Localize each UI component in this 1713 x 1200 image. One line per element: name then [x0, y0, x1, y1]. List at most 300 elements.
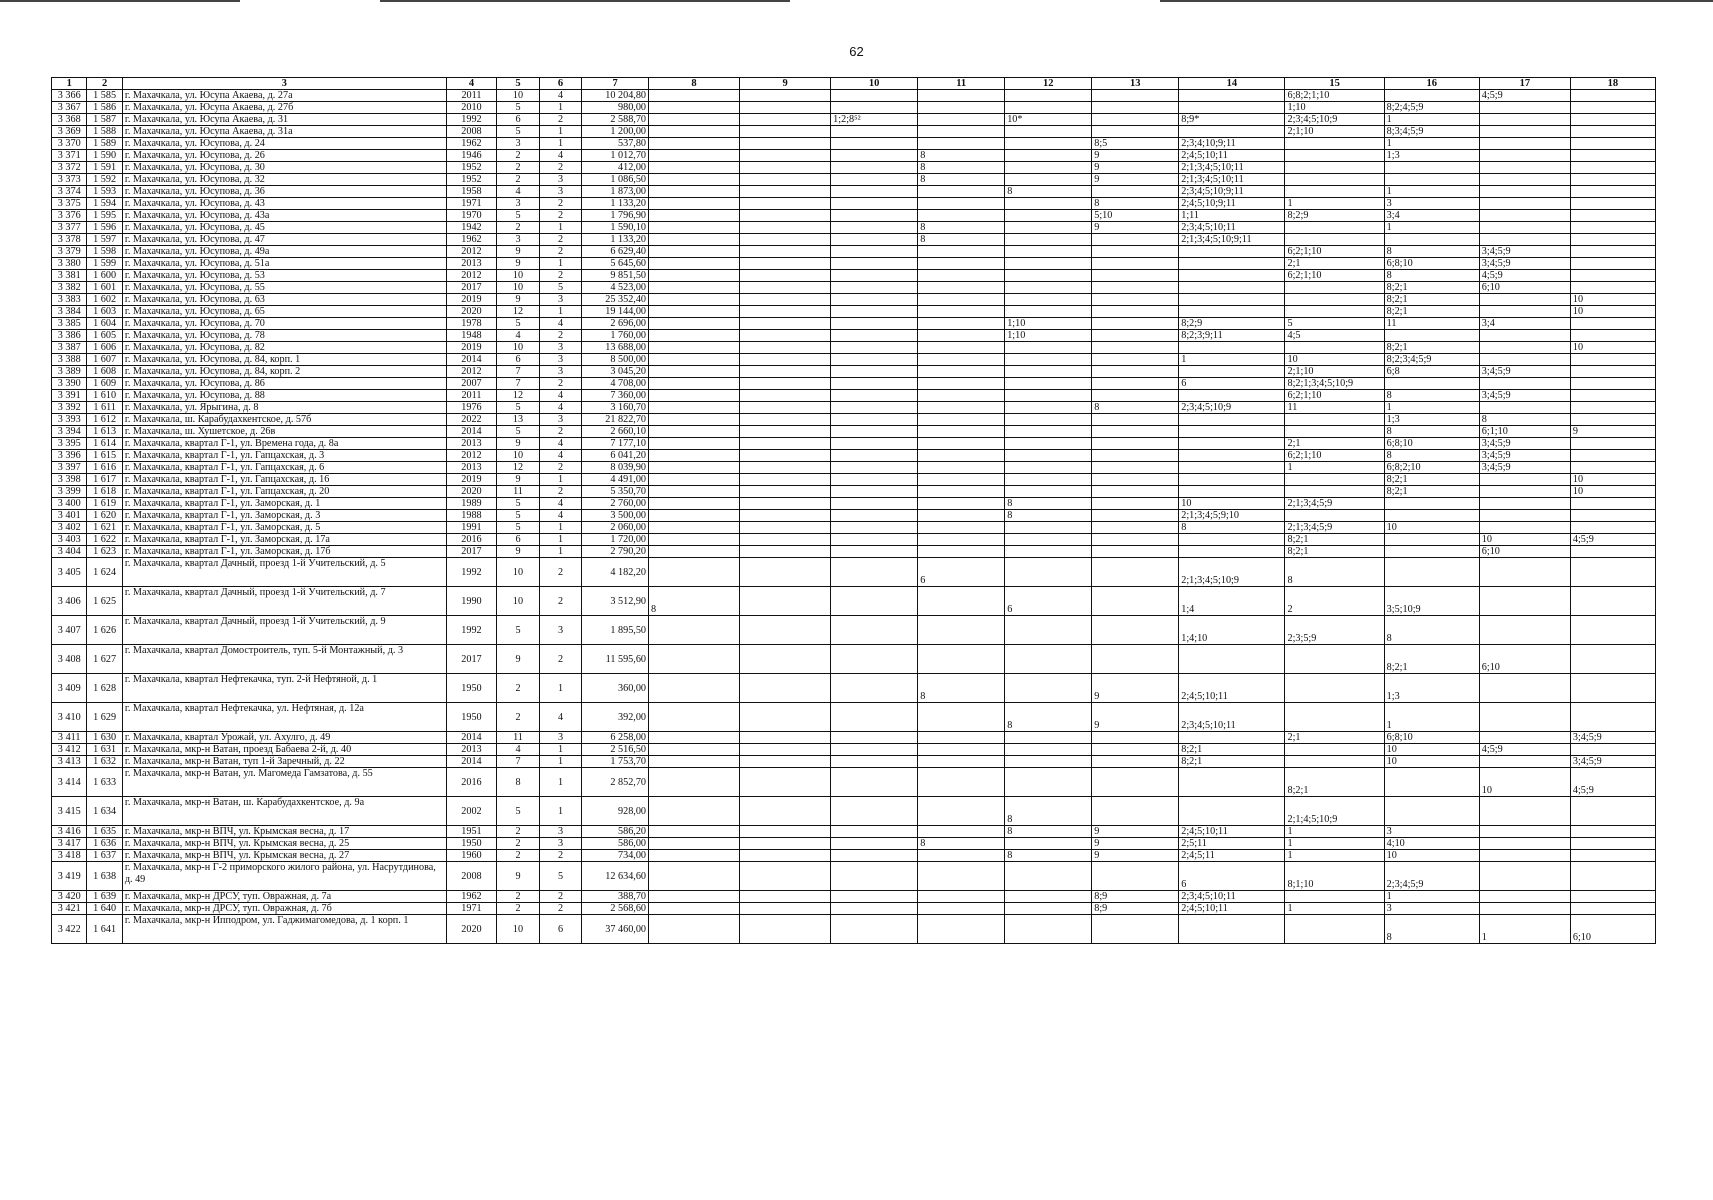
cell-col-16: [1384, 90, 1479, 102]
cell-col-2: 1 599: [87, 258, 122, 270]
cell-col-18: [1570, 186, 1655, 198]
cell-col-15: [1285, 294, 1384, 306]
table-row: [52, 378, 1656, 390]
cell-col-4: 1958: [446, 186, 497, 198]
cell-col-5: 11: [497, 486, 540, 498]
table-row: [52, 645, 1656, 674]
cell-col-8: [649, 414, 740, 426]
cell-col-11: 8: [918, 838, 1005, 850]
cell-col-11: [918, 210, 1005, 222]
cell-col-14: 2;4;5;10;11: [1179, 903, 1285, 915]
cell-col-4: 1951: [446, 826, 497, 838]
cell-col-2: 1 587: [87, 114, 122, 126]
cell-col-6: 4: [539, 703, 582, 732]
cell-col-17: [1479, 114, 1570, 126]
cell-col-14: [1179, 414, 1285, 426]
address-cell: г. Махачкала, ш. Карабудахкентское, д. 57б: [122, 414, 446, 426]
cell-col-6: 2: [539, 486, 582, 498]
cell-col-1: 3 387: [52, 342, 87, 354]
housing-register-table: [51, 77, 1656, 944]
cell-col-18: 10: [1570, 474, 1655, 486]
cell-col-17: [1479, 378, 1570, 390]
cell-col-13: [1092, 102, 1179, 114]
cell-col-2: 1 613: [87, 426, 122, 438]
cell-col-17: [1479, 186, 1570, 198]
cell-col-16: 8;2;3;4;5;9: [1384, 354, 1479, 366]
cell-col-14: 2;3;4;5;10;11: [1179, 703, 1285, 732]
column-header-11: 11: [918, 78, 1005, 90]
cell-col-1: 3 381: [52, 270, 87, 282]
cell-col-9: [740, 486, 831, 498]
cell-col-2: 1 589: [87, 138, 122, 150]
cell-col-5: 3: [497, 234, 540, 246]
cell-col-5: 10: [497, 915, 540, 944]
cell-col-4: 2013: [446, 438, 497, 450]
cell-col-7: 21 822,70: [582, 414, 649, 426]
cell-col-15: [1285, 486, 1384, 498]
cell-col-11: [918, 732, 1005, 744]
cell-col-12: [1005, 756, 1092, 768]
cell-col-16: 1: [1384, 222, 1479, 234]
cell-col-15: 8: [1285, 558, 1384, 587]
cell-col-13: [1092, 258, 1179, 270]
address-cell: г. Махачкала, квартал Г-1, ул. Гапцахская, д. 16: [122, 474, 446, 486]
cell-col-6: 3: [539, 414, 582, 426]
cell-col-4: 1978: [446, 318, 497, 330]
cell-col-7: 2 696,00: [582, 318, 649, 330]
cell-col-6: 2: [539, 903, 582, 915]
cell-col-13: 8: [1092, 198, 1179, 210]
address-cell: г. Махачкала, квартал Дачный, проезд 1-й Учительский, д. 5: [122, 558, 446, 587]
cell-col-13: [1092, 246, 1179, 258]
cell-col-2: 1 606: [87, 342, 122, 354]
cell-col-2: 1 636: [87, 838, 122, 850]
cell-col-12: [1005, 891, 1092, 903]
cell-col-5: 2: [497, 903, 540, 915]
cell-col-17: [1479, 294, 1570, 306]
cell-col-4: 2012: [446, 366, 497, 378]
scan-edge-mark: [1160, 0, 1713, 2]
cell-col-12: [1005, 222, 1092, 234]
cell-col-6: 2: [539, 462, 582, 474]
cell-col-15: 2;1: [1285, 258, 1384, 270]
cell-col-2: 1 616: [87, 462, 122, 474]
cell-col-9: [740, 402, 831, 414]
cell-col-7: 1 133,20: [582, 198, 649, 210]
cell-col-5: 9: [497, 246, 540, 258]
cell-col-2: 1 608: [87, 366, 122, 378]
cell-col-8: [649, 378, 740, 390]
cell-col-17: [1479, 616, 1570, 645]
cell-col-9: [740, 474, 831, 486]
cell-col-7: 4 708,00: [582, 378, 649, 390]
cell-col-5: 5: [497, 797, 540, 826]
cell-col-11: [918, 768, 1005, 797]
address-cell: г. Махачкала, ул. Юсупова, д. 51а: [122, 258, 446, 270]
cell-col-15: 10: [1285, 354, 1384, 366]
cell-col-6: 4: [539, 450, 582, 462]
cell-col-9: [740, 826, 831, 838]
address-cell: г. Махачкала, ул. Юсупова, д. 36: [122, 186, 446, 198]
cell-col-16: 6;8;10: [1384, 732, 1479, 744]
cell-col-16: 6;8;10: [1384, 438, 1479, 450]
cell-col-10: [831, 915, 918, 944]
cell-col-2: 1 600: [87, 270, 122, 282]
cell-col-15: 8;2;9: [1285, 210, 1384, 222]
cell-col-10: [831, 354, 918, 366]
table-row: [52, 114, 1656, 126]
cell-col-14: [1179, 462, 1285, 474]
cell-col-7: 412,00: [582, 162, 649, 174]
cell-col-17: 6;1;10: [1479, 426, 1570, 438]
address-cell: г. Махачкала, ул. Юсупова, д. 84, корп. 1: [122, 354, 446, 366]
cell-col-7: 3 512,90: [582, 587, 649, 616]
cell-col-18: [1570, 450, 1655, 462]
cell-col-16: 8;2;1: [1384, 486, 1479, 498]
cell-col-5: 9: [497, 438, 540, 450]
cell-col-16: [1384, 174, 1479, 186]
cell-col-5: 2: [497, 150, 540, 162]
cell-col-1: 3 395: [52, 438, 87, 450]
cell-col-8: [649, 234, 740, 246]
cell-col-16: [1384, 330, 1479, 342]
table-row: [52, 703, 1656, 732]
cell-col-5: 6: [497, 354, 540, 366]
address-cell: г. Махачкала, мкр-н ВПЧ, ул. Крымская весна, д. 27: [122, 850, 446, 862]
cell-col-4: 2017: [446, 645, 497, 674]
cell-col-18: [1570, 510, 1655, 522]
cell-col-11: [918, 114, 1005, 126]
cell-col-17: [1479, 126, 1570, 138]
cell-col-12: [1005, 474, 1092, 486]
cell-col-18: [1570, 674, 1655, 703]
cell-col-4: 2011: [446, 390, 497, 402]
cell-col-13: 8;9: [1092, 903, 1179, 915]
cell-col-18: [1570, 402, 1655, 414]
cell-col-11: [918, 703, 1005, 732]
cell-col-7: 5 350,70: [582, 486, 649, 498]
cell-col-4: 1942: [446, 222, 497, 234]
cell-col-16: 2;3;4;5;9: [1384, 862, 1479, 891]
cell-col-13: 9: [1092, 838, 1179, 850]
cell-col-16: 3: [1384, 198, 1479, 210]
cell-col-12: [1005, 744, 1092, 756]
cell-col-10: [831, 486, 918, 498]
cell-col-6: 2: [539, 210, 582, 222]
cell-col-5: 9: [497, 862, 540, 891]
table-row: [52, 510, 1656, 522]
cell-col-14: 2;5;11: [1179, 838, 1285, 850]
cell-col-12: [1005, 402, 1092, 414]
table-row: [52, 126, 1656, 138]
cell-col-16: 10: [1384, 522, 1479, 534]
cell-col-14: [1179, 768, 1285, 797]
cell-col-8: [649, 826, 740, 838]
cell-col-1: 3 416: [52, 826, 87, 838]
cell-col-14: 6: [1179, 862, 1285, 891]
cell-col-6: 1: [539, 102, 582, 114]
cell-col-6: 3: [539, 366, 582, 378]
cell-col-2: 1 628: [87, 674, 122, 703]
cell-col-18: [1570, 891, 1655, 903]
cell-col-6: 2: [539, 587, 582, 616]
cell-col-14: [1179, 126, 1285, 138]
cell-col-1: 3 402: [52, 522, 87, 534]
cell-col-18: [1570, 390, 1655, 402]
cell-col-10: [831, 756, 918, 768]
address-cell: г. Махачкала, мкр-н ДРСУ, туп. Овражная, д. 7а: [122, 891, 446, 903]
cell-col-17: [1479, 703, 1570, 732]
cell-col-10: [831, 498, 918, 510]
cell-col-8: [649, 282, 740, 294]
cell-col-15: 6;2;1;10: [1285, 390, 1384, 402]
cell-col-2: 1 621: [87, 522, 122, 534]
cell-col-8: [649, 318, 740, 330]
table-row: [52, 414, 1656, 426]
cell-col-8: [649, 222, 740, 234]
cell-col-11: [918, 390, 1005, 402]
cell-col-11: [918, 616, 1005, 645]
cell-col-10: [831, 522, 918, 534]
column-header-10: 10: [831, 78, 918, 90]
cell-col-8: [649, 162, 740, 174]
cell-col-10: [831, 645, 918, 674]
cell-col-14: 2;1;3;4;5;10;11: [1179, 162, 1285, 174]
cell-col-14: 8: [1179, 522, 1285, 534]
cell-col-6: 4: [539, 510, 582, 522]
cell-col-7: 392,00: [582, 703, 649, 732]
cell-col-9: [740, 903, 831, 915]
cell-col-9: [740, 450, 831, 462]
cell-col-14: [1179, 797, 1285, 826]
cell-col-15: [1285, 891, 1384, 903]
cell-col-16: [1384, 534, 1479, 546]
table-row: [52, 474, 1656, 486]
cell-col-18: [1570, 438, 1655, 450]
address-cell: г. Махачкала, квартал Г-1, ул. Гапцахская, д. 6: [122, 462, 446, 474]
cell-col-12: 8: [1005, 510, 1092, 522]
cell-col-2: 1 639: [87, 891, 122, 903]
cell-col-7: 1 895,50: [582, 616, 649, 645]
cell-col-15: 1: [1285, 826, 1384, 838]
cell-col-15: [1285, 186, 1384, 198]
cell-col-9: [740, 282, 831, 294]
cell-col-9: [740, 645, 831, 674]
cell-col-1: 3 394: [52, 426, 87, 438]
cell-col-9: [740, 850, 831, 862]
cell-col-14: [1179, 246, 1285, 258]
cell-col-6: 3: [539, 838, 582, 850]
cell-col-10: [831, 366, 918, 378]
cell-col-9: [740, 546, 831, 558]
cell-col-18: [1570, 90, 1655, 102]
cell-col-8: [649, 462, 740, 474]
cell-col-8: [649, 486, 740, 498]
cell-col-16: 3: [1384, 826, 1479, 838]
cell-col-8: [649, 306, 740, 318]
cell-col-15: [1285, 162, 1384, 174]
cell-col-7: 1 720,00: [582, 534, 649, 546]
cell-col-8: [649, 114, 740, 126]
cell-col-13: 8;5: [1092, 138, 1179, 150]
cell-col-18: [1570, 546, 1655, 558]
cell-col-17: [1479, 354, 1570, 366]
cell-col-13: [1092, 450, 1179, 462]
cell-col-10: [831, 797, 918, 826]
cell-col-13: [1092, 366, 1179, 378]
cell-col-18: [1570, 246, 1655, 258]
cell-col-8: [649, 342, 740, 354]
cell-col-7: 360,00: [582, 674, 649, 703]
cell-col-6: 3: [539, 342, 582, 354]
cell-col-7: 6 041,20: [582, 450, 649, 462]
cell-col-17: [1479, 826, 1570, 838]
cell-col-10: [831, 210, 918, 222]
cell-col-2: 1 594: [87, 198, 122, 210]
cell-col-9: [740, 150, 831, 162]
housing-register-table-container: [51, 77, 1656, 944]
cell-col-14: 2;3;4;5;10;11: [1179, 891, 1285, 903]
cell-col-9: [740, 354, 831, 366]
cell-col-13: [1092, 486, 1179, 498]
cell-col-14: [1179, 426, 1285, 438]
cell-col-8: 8: [649, 587, 740, 616]
cell-col-9: [740, 674, 831, 703]
cell-col-13: [1092, 378, 1179, 390]
cell-col-18: [1570, 354, 1655, 366]
scan-edge-mark: [0, 0, 240, 2]
cell-col-7: 928,00: [582, 797, 649, 826]
cell-col-2: 1 623: [87, 546, 122, 558]
cell-col-14: 10: [1179, 498, 1285, 510]
cell-col-1: 3 368: [52, 114, 87, 126]
cell-col-8: [649, 150, 740, 162]
cell-col-16: 8;3;4;5;9: [1384, 126, 1479, 138]
cell-col-10: [831, 438, 918, 450]
cell-col-9: [740, 426, 831, 438]
table-row: [52, 587, 1656, 616]
cell-col-11: [918, 198, 1005, 210]
cell-col-1: 3 418: [52, 850, 87, 862]
cell-col-13: [1092, 390, 1179, 402]
cell-col-5: 5: [497, 498, 540, 510]
cell-col-2: 1 598: [87, 246, 122, 258]
cell-col-5: 10: [497, 270, 540, 282]
cell-col-15: 6;2;1;10: [1285, 270, 1384, 282]
cell-col-13: [1092, 645, 1179, 674]
cell-col-6: 3: [539, 174, 582, 186]
cell-col-11: 6: [918, 558, 1005, 587]
cell-col-4: 2008: [446, 862, 497, 891]
table-row: [52, 138, 1656, 150]
cell-col-18: [1570, 138, 1655, 150]
cell-col-11: 8: [918, 174, 1005, 186]
cell-col-14: [1179, 294, 1285, 306]
cell-col-17: 3;4;5;9: [1479, 438, 1570, 450]
cell-col-10: [831, 402, 918, 414]
cell-col-2: 1 611: [87, 402, 122, 414]
cell-col-15: 1: [1285, 838, 1384, 850]
cell-col-12: [1005, 270, 1092, 282]
address-cell: г. Махачкала, ул. Юсупова, д. 45: [122, 222, 446, 234]
cell-col-9: [740, 102, 831, 114]
cell-col-17: [1479, 891, 1570, 903]
cell-col-14: 1;4;10: [1179, 616, 1285, 645]
cell-col-10: [831, 306, 918, 318]
cell-col-12: 8: [1005, 703, 1092, 732]
cell-col-2: 1 590: [87, 150, 122, 162]
cell-col-12: 8: [1005, 498, 1092, 510]
cell-col-18: [1570, 270, 1655, 282]
cell-col-2: 1 610: [87, 390, 122, 402]
cell-col-8: [649, 703, 740, 732]
cell-col-1: 3 386: [52, 330, 87, 342]
cell-col-16: 10: [1384, 850, 1479, 862]
cell-col-5: 2: [497, 826, 540, 838]
cell-col-17: [1479, 306, 1570, 318]
cell-col-4: 1962: [446, 234, 497, 246]
cell-col-1: 3 392: [52, 402, 87, 414]
cell-col-15: 5: [1285, 318, 1384, 330]
table-row: [52, 498, 1656, 510]
cell-col-7: 1 796,90: [582, 210, 649, 222]
cell-col-14: 8;2;9: [1179, 318, 1285, 330]
table-row: [52, 150, 1656, 162]
cell-col-16: 8;2;1: [1384, 474, 1479, 486]
cell-col-14: 1;11: [1179, 210, 1285, 222]
table-row: [52, 330, 1656, 342]
cell-col-9: [740, 246, 831, 258]
cell-col-9: [740, 414, 831, 426]
cell-col-8: [649, 891, 740, 903]
cell-col-9: [740, 318, 831, 330]
cell-col-17: [1479, 174, 1570, 186]
cell-col-1: 3 367: [52, 102, 87, 114]
cell-col-2: 1 612: [87, 414, 122, 426]
cell-col-1: 3 389: [52, 366, 87, 378]
cell-col-1: 3 376: [52, 210, 87, 222]
cell-col-8: [649, 616, 740, 645]
cell-col-11: [918, 510, 1005, 522]
cell-col-10: [831, 558, 918, 587]
cell-col-15: 8;2;1: [1285, 546, 1384, 558]
cell-col-15: 8;2;1;3;4;5;10;9: [1285, 378, 1384, 390]
cell-col-15: 6;2;1;10: [1285, 246, 1384, 258]
cell-col-16: 8: [1384, 270, 1479, 282]
cell-col-12: [1005, 102, 1092, 114]
cell-col-8: [649, 850, 740, 862]
address-cell: г. Махачкала, квартал Г-1, ул. Гапцахская, д. 3: [122, 450, 446, 462]
cell-col-8: [649, 174, 740, 186]
cell-col-13: [1092, 768, 1179, 797]
cell-col-5: 4: [497, 744, 540, 756]
cell-col-8: [649, 138, 740, 150]
cell-col-16: 1: [1384, 114, 1479, 126]
cell-col-15: [1285, 674, 1384, 703]
cell-col-1: 3 406: [52, 587, 87, 616]
cell-col-12: [1005, 90, 1092, 102]
table-row: [52, 162, 1656, 174]
cell-col-12: [1005, 426, 1092, 438]
cell-col-17: [1479, 756, 1570, 768]
cell-col-1: 3 375: [52, 198, 87, 210]
cell-col-6: 2: [539, 330, 582, 342]
cell-col-15: [1285, 703, 1384, 732]
cell-col-9: [740, 270, 831, 282]
cell-col-10: [831, 674, 918, 703]
cell-col-13: [1092, 862, 1179, 891]
cell-col-12: [1005, 138, 1092, 150]
